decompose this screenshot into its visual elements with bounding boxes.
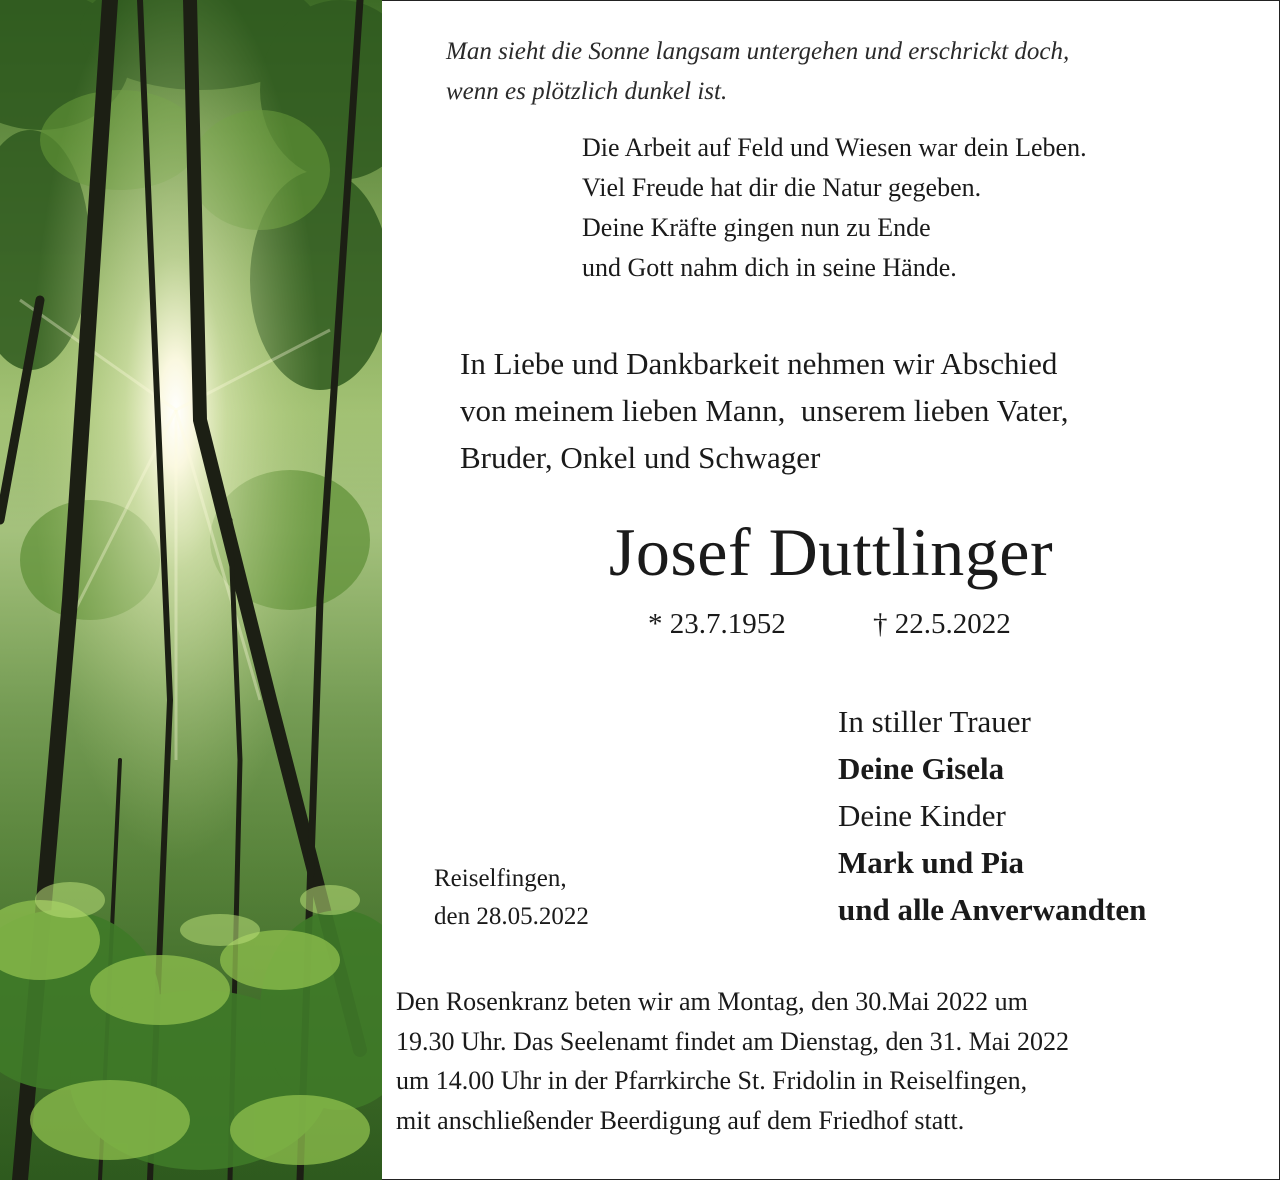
service-line: um 14.00 Uhr in der Pfarrkirche St. Fridolin in Reiselfingen, (396, 1066, 1028, 1095)
service-line: mit anschließender Beerdigung auf dem Friedhof statt. (396, 1105, 965, 1135)
service-line: Den Rosenkranz beten wir am Montag, den 30.Mai 2022 um (396, 987, 1028, 1016)
mourner-children: Mark und Pia (838, 845, 1025, 880)
verse-line: Viel Freude hat dir die Natur gegeben. (582, 173, 982, 202)
place-town: Reiselfingen, (434, 865, 567, 892)
opening-quote (446, 32, 1069, 112)
quote-line: Man sieht die Sonne langsam untergehen und erschrickt doch, (446, 38, 1070, 65)
mourners-intro: In stiller Trauer (838, 704, 1031, 739)
verse-line: Die Arbeit auf Feld und Wiesen war dein Leben. (582, 133, 1087, 162)
notice-text (382, 0, 1280, 1180)
place-and-date (434, 860, 589, 936)
quote-line: wenn es plötzlich dunkel ist. (446, 78, 728, 105)
verse-line: Deine Kräfte gingen nun zu Ende (582, 213, 931, 242)
mourner-relatives: und alle Anverwandten (838, 892, 1147, 927)
life-dates (648, 604, 1011, 644)
farewell-line: Bruder, Onkel und Schwager (460, 440, 821, 475)
verse-line: und Gott nahm dich in seine Hände. (582, 253, 957, 282)
service-details (396, 982, 1069, 1140)
death-date: † 22.5.2022 (873, 608, 1011, 640)
mourners-list (838, 698, 1146, 933)
place-date: den 28.05.2022 (434, 903, 589, 930)
farewell-line: In Liebe und Dankbarkeit nehmen wir Abschied (460, 346, 1058, 381)
service-line: 19.30 Uhr. Das Seelenamt findet am Dienstag, den 31. Mai 2022 (396, 1026, 1069, 1056)
farewell-line: von meinem lieben Mann, unserem lieben Vater, (460, 393, 1069, 428)
mourner-spouse: Deine Gisela (838, 751, 1005, 786)
mourner-children-label: Deine Kinder (838, 798, 1006, 833)
deceased-name: Josef Duttlinger (608, 514, 1054, 590)
memorial-verse (582, 128, 1087, 288)
birth-date: * 23.7.1952 (648, 608, 786, 640)
forest-photo (0, 0, 382, 1180)
farewell-text (460, 340, 1069, 481)
forest-image (0, 0, 382, 1180)
